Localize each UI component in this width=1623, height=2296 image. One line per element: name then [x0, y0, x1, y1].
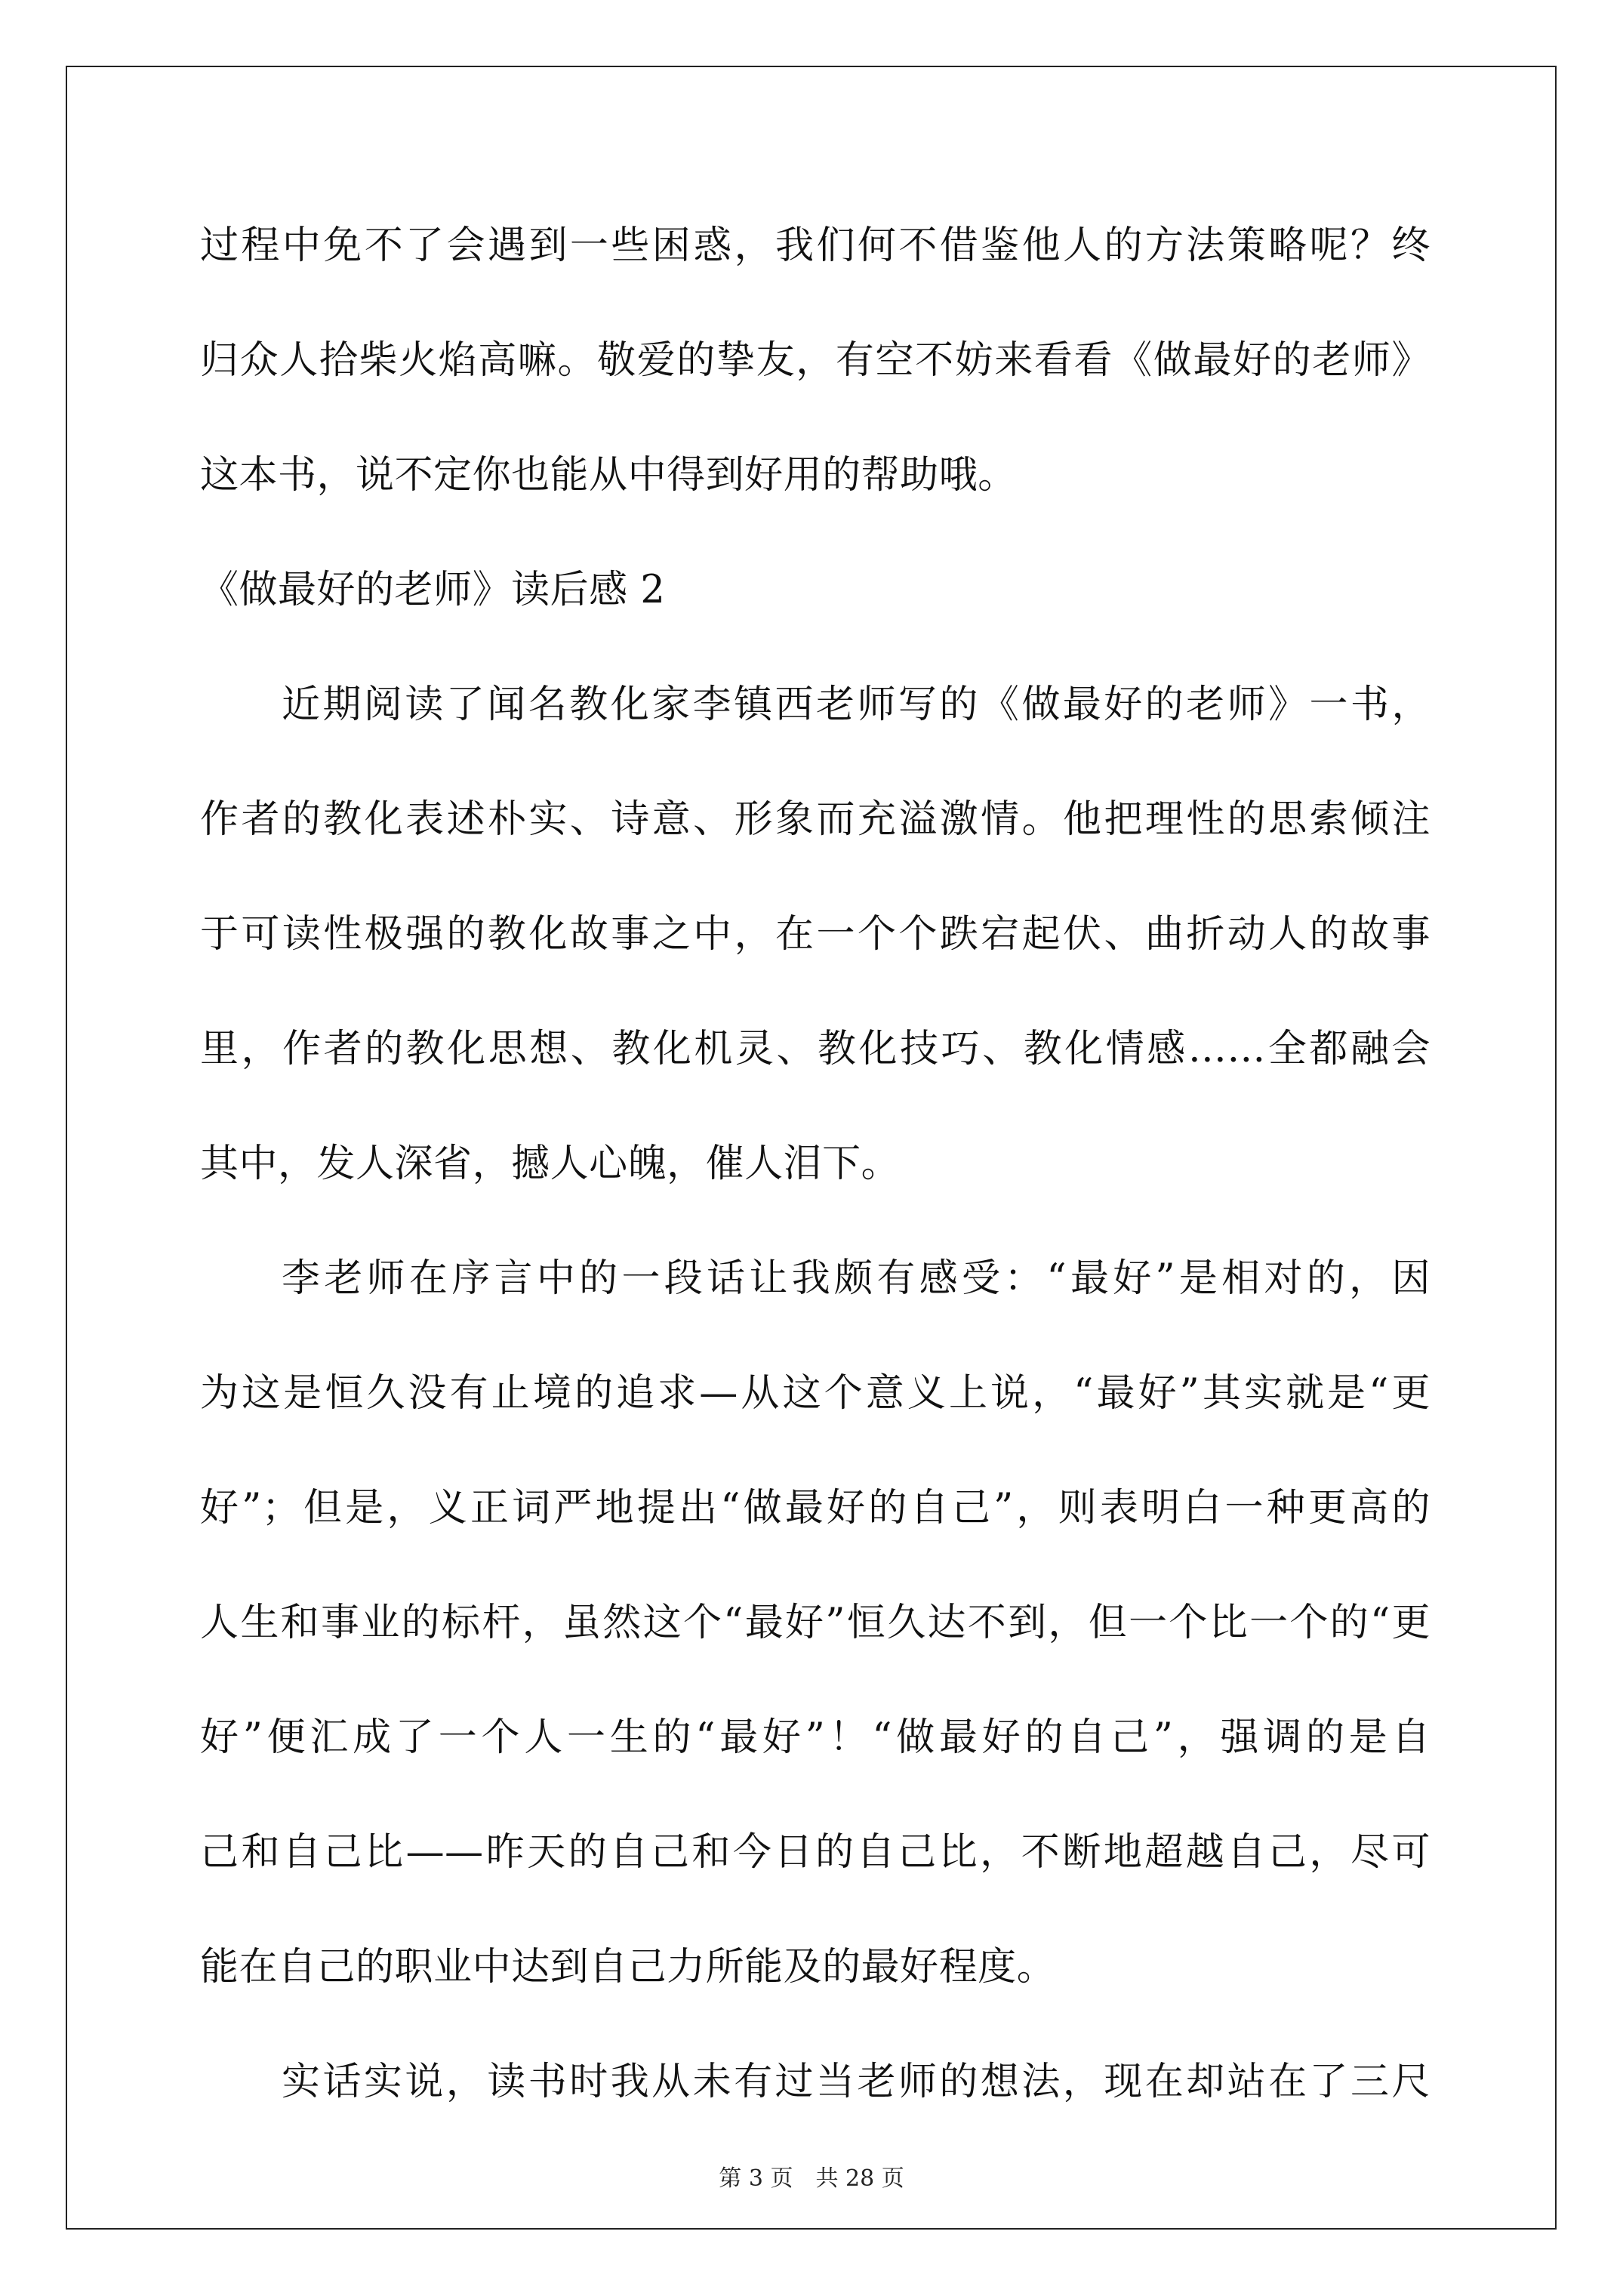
text-line: 过程中免不了会遇到一些困惑，我们何不借鉴他人的方法策略呢？终 — [200, 223, 1431, 268]
text-line: 实话实说，读书时我从未有过当老师的想法，现在却站在了三尺 — [282, 2060, 1431, 2104]
text-line: 归众人拾柴火焰高嘛。敬爱的挚友，有空不妨来看看《做最好的老师》 — [200, 338, 1431, 383]
text-line: 能在自己的职业中达到自己力所能及的最好程度。 — [200, 1945, 1056, 1989]
text-line: 己和自己比——昨天的自己和今日的自己比，不断地超越自己，尽可 — [200, 1830, 1431, 1875]
text-line: 人生和事业的标杆，虽然这个“最好”恒久达不到，但一个比一个的“更 — [200, 1601, 1431, 1645]
text-line: 近期阅读了闻名教化家李镇西老师写的《做最好的老师》一书， — [282, 683, 1431, 727]
text-line: 其中，发人深省，撼人心魄，催人泪下。 — [200, 1142, 901, 1186]
page-number: 第 3 页 共 28 页 — [719, 2165, 904, 2192]
text-line: 于可读性极强的教化故事之中，在一个个跌宕起伏、曲折动人的故事 — [200, 912, 1431, 957]
text-line: 好”；但是，义正词严地提出“做最好的自己”，则表明白一种更高的 — [200, 1486, 1431, 1530]
text-line: 李老师在序言中的一段话让我颇有感受：“最好”是相对的，因 — [282, 1256, 1431, 1301]
section-heading: 《做最好的老师》读后感 2 — [200, 568, 666, 612]
text-line: 作者的教化表述朴实、诗意、形象而充溢激情。他把理性的思索倾注 — [200, 797, 1431, 842]
text-line: 这本书，说不定你也能从中得到好用的帮助哦。 — [200, 453, 1017, 498]
text-line: 好”便汇成了一个人一生的“最好”！“做最好的自己”，强调的是自 — [200, 1715, 1431, 1760]
text-line: 为这是恒久没有止境的追求—从这个意义上说，“最好”其实就是“更 — [200, 1371, 1431, 1416]
text-line: 里，作者的教化思想、教化机灵、教化技巧、教化情感……全都融会 — [200, 1027, 1431, 1071]
